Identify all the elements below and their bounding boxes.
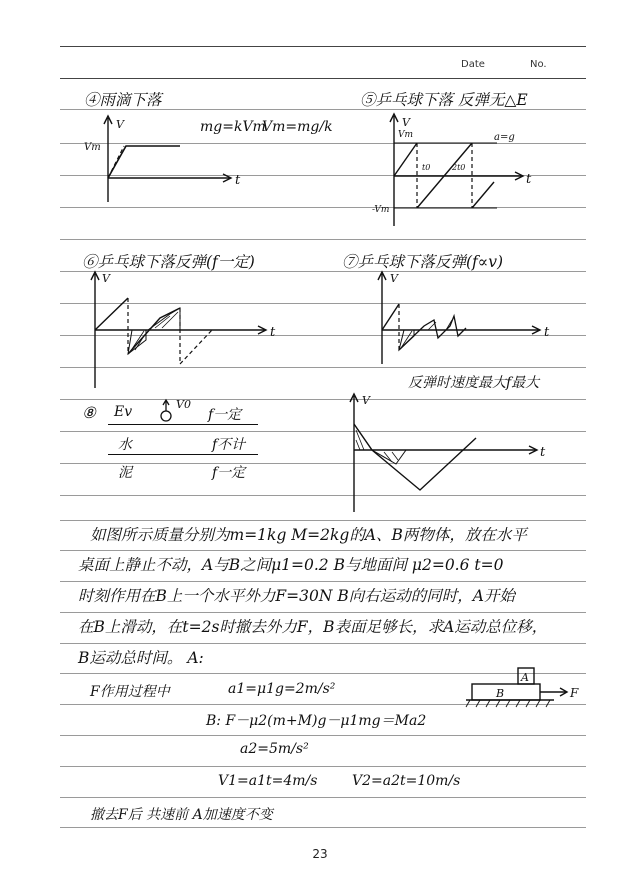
s8-divider-2 xyxy=(108,454,258,455)
equation-a2: a2=5m/s² xyxy=(240,741,309,757)
s5-axis-v: V xyxy=(402,116,410,129)
header-rule xyxy=(60,46,586,47)
s4-formula-terminal: Vm=mg/k xyxy=(262,119,333,135)
equation-b: B: F－μ2(m+M)g－μ1mg＝Ma2 xyxy=(206,713,427,729)
s7-note: 反弹时速度最大f最大 xyxy=(408,375,540,391)
s8-row3-right: f一定 xyxy=(212,465,246,481)
s4-formula-equilibrium: mg=kVm xyxy=(200,119,266,135)
s8-row2-right: f不计 xyxy=(212,437,246,453)
problem-line-4: 在B上滑动，在t=2s时撤去外力F，B表面足够长，求A运动总位移， xyxy=(78,618,548,636)
force-f-label: F xyxy=(570,686,579,700)
s5-neg-vm-label: -Vm xyxy=(372,205,390,215)
number-label: No. xyxy=(530,59,547,70)
s4-vt-graph xyxy=(80,108,260,208)
s6-axis-v: V xyxy=(102,272,110,285)
force-phase-label: F作用过程中 xyxy=(90,684,170,700)
s8-row2-left: 水 xyxy=(118,437,132,453)
equation-v2: V2=a2t=10m/s xyxy=(352,773,461,789)
s6-axis-t: t xyxy=(270,325,276,340)
s4-vm-label: Vm xyxy=(84,142,101,153)
s7-vt-graph xyxy=(374,268,564,368)
block-b xyxy=(472,684,540,700)
s8-axis-t: t xyxy=(540,445,546,460)
block-b-label: B xyxy=(496,687,505,700)
s5-t0: t0 xyxy=(422,163,431,172)
s5-vm-label: Vm xyxy=(398,130,414,140)
page-number: 23 xyxy=(312,847,328,861)
problem-line-5: B运动总时间。 A: xyxy=(78,649,204,667)
s8-row1-left: Ev xyxy=(114,404,133,420)
s4-axis-t: t xyxy=(235,173,241,188)
s8-row1-mid: V0 xyxy=(176,398,191,411)
block-a-label: A xyxy=(521,671,529,684)
problem-line-1: 如图所示质量分别为m=1kg M=2kg的A、B两物体，放在水平 xyxy=(90,526,527,544)
s5-title: ⑤乒乓球下落 反弹无△E xyxy=(360,91,528,109)
s8-axis-v: V xyxy=(362,394,370,407)
equation-v1: V1=a1t=4m/s xyxy=(218,773,318,789)
s5-axis-t: t xyxy=(526,172,532,187)
s8-divider-1 xyxy=(108,424,258,425)
date-label: Date xyxy=(461,59,485,70)
problem-line-2: 桌面上静止不动，A与B之间μ1=0.2 B与地面间 μ2=0.6 t=0 xyxy=(78,556,504,574)
s5-vt-graph xyxy=(372,108,552,233)
problem-line-3: 时刻作用在B上一个水平外力F=30N B向右运动的同时，A开始 xyxy=(78,587,515,605)
s5-accel: a=g xyxy=(494,132,515,143)
s4-title: ④雨滴下落 xyxy=(84,91,162,109)
s8-title: ⑧ xyxy=(82,404,96,422)
s5-2t0: 2t0 xyxy=(452,163,466,172)
s6-title: ⑥乒乓球下落反弹(f一定) xyxy=(82,253,255,271)
after-removal-note: 撤去F后 共速前 A加速度不变 xyxy=(90,807,273,823)
s8-vt-graph xyxy=(336,388,556,516)
s7-axis-v: V xyxy=(390,272,398,285)
s7-axis-t: t xyxy=(544,325,550,340)
s6-vt-graph xyxy=(80,268,280,393)
s7-title: ⑦乒乓球下落反弹(f∝v) xyxy=(342,253,504,271)
s8-row3-left: 泥 xyxy=(118,465,132,481)
equation-a1: a1=μ1g=2m/s² xyxy=(228,681,336,697)
s8-row1-right: f一定 xyxy=(208,407,242,423)
s4-axis-v: V xyxy=(116,118,124,131)
blocks-figure xyxy=(466,662,586,712)
